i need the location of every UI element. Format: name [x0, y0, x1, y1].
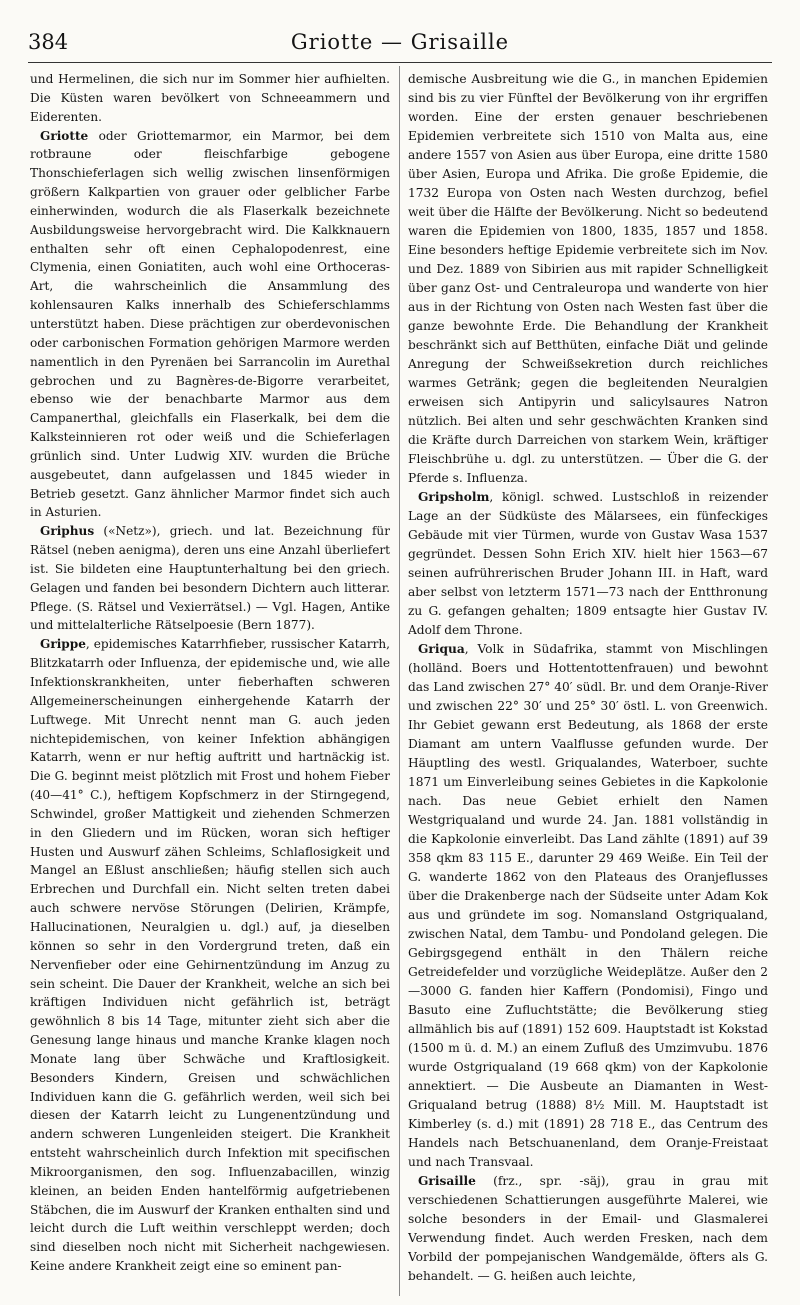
- header-rule: [28, 62, 772, 63]
- headword: Griqua: [418, 642, 465, 656]
- entry-grippe: [30, 635, 390, 1276]
- entry-griotte: [30, 127, 390, 523]
- headword: Griotte: [40, 128, 89, 143]
- entry-text: , königl. schwed. Lustschloß in reizender Lage an der Südküste des Mälarsees, ein fünfeckiges Gebäude mit vier Türmen, wurde von Gustav Wasa 1537 gegründet. Dessen Sohn Erich XIV. hielt hier 1563—67 seinen aufrührerischen Bruder Johann III. in Haft, ward aber selbst von letzterm 1571—73 nach der Entthronung zu G. gefangen gehalten; 1809 entsagte hier Gustav IV. Adolf dem Throne.: [408, 490, 768, 637]
- entry-text: oder Griottemarmor, ein Marmor, bei dem rotbraune oder fleischfarbige gebogene Thonschieferlagen sich wellig zwischen linsenförmigen größern Kalkpartien von grauer oder gelblicher Farbe einherwinden, wodurch die als Flaserkalk bezeichnete Ausbildungsweise hervorgebracht wird. Die Kalkknauern enthalten sehr oft einen Cephalopodenrest, eine Clymenia, einen Goniatiten, auch wohl eine Orthoceras-Art, die wahrscheinlich die Ansammlung des kohlensauren Kalks innerhalb des Schieferschlamms unterstützt haben. Diese prächtigen zur oberdevonischen oder carbonischen Formation gehörigen Marmore werden namentlich in den Pyrenäen bei Sarrancolin im Aurethal gebrochen und zu Bagnères-de-Bigorre verarbeitet, ebenso wie der benachbarte Marmor aus dem Campanerthal, gleichfalls ein Flaserkalk, bei dem die Kalksteinnieren rot oder weiß und die Schieferlagen grünlich sind. Unter Ludwig XIV. wurden die Brüche ausgebeutet, dann aufgelassen und 1845 wieder in Betrieb gesetzt. Ganz ähnlicher Marmor findet sich auch in Asturien.: [30, 128, 390, 520]
- entry-gripsholm: [408, 488, 768, 640]
- headword: Grisaille: [418, 1174, 476, 1188]
- headword: Grippe: [40, 637, 86, 652]
- headword: Griphus: [40, 524, 95, 539]
- entry-text: , epidemisches Katarrhfieber, russischer Katarrh, Blitzkatarrh oder Influenza, der epidemische und, wie alle Infektionskrankheiten, unter fieberhaften schweren Allgemeinerscheinungen einhergehende Katarrh der Luftwege. Mit Unrecht nennt man G. auch jeden nichtepidemischen, von keiner Infektion abhängigen Katarrh, wenn er nur heftig auftritt und hartnäckig ist. Die G. beginnt meist plötzlich mit Frost und hohem Fieber (40—41° C.), heftigem Kopfschmerz in der Stirngegend, Schwindel, großer Mattigkeit und ziehenden Schmerzen in den Gliedern und im Rücken, woran sich heftiger Husten und Auswurf zähen Schleims, Schlaflosigkeit und Mangel an Eßlust anschließen; häufig stellen sich auch Erbrechen und Durchfall ein. Nicht selten treten dabei auch schwere nervöse Störungen (Delirien, Krämpfe, Hallucinationen, Neuralgien u. dgl.) auf, ja dieselben können so sehr in den Vordergrund treten, daß ein Nervenfieber oder eine Gehirnentzündung im Anzug zu sein scheint. Die Dauer der Krankheit, welche an sich bei kräftigen Individuen nicht gefährlich ist, beträgt gewöhnlich 8 bis 14 Tage, mitunter zieht sich aber die Genesung lange hinaus und manche Kranke klagen noch Monate lang über Schwäche und Kraftlosigkeit. Besonders Kindern, Greisen und schwächlichen Individuen kann die G. gefährlich werden, weil sich bei diesen der Katarrh leicht zu Lungenentzündung und andern schweren Lungenleiden steigert. Die Krankheit entsteht wahrscheinlich durch Infektion mit specifischen Mikroorganismen, den sog. Influenzabacillen, winzig kleinen, an beiden Enden hantelförmig aufgetriebenen Stäbchen, die im Auswurf der Kranken enthalten sind und leicht durch die Luft weithin verschleppt werden; doch sind dieselben noch nicht mit Sicherheit nachgewiesen. Keine andere Krankheit zeigt eine so eminent pan-: [30, 637, 390, 1274]
- entry-text: (frz., spr. -säj), grau in grau mit verschiedenen Schattierungen ausgeführte Malerei, wie solche besonders in der Email- und Glasmalerei Verwendung findet. Auch werden Fresken, nach dem Vorbild der pompejanischen Wandgemälde, öfters als G. behandelt. — G. heißen auch leichte,: [408, 1174, 768, 1283]
- headword: Gripsholm: [418, 490, 490, 504]
- entry-grisaille: [408, 1172, 768, 1286]
- entry-griphus: [30, 522, 390, 635]
- right-column: [408, 70, 768, 1295]
- entry-text: , Volk in Südafrika, stammt von Mischlingen (holländ. Boers und Hottentottenfrauen) und bewohnt das Land zwischen 27° 40′ südl. Br. und dem Oranje-River und zwischen 22° 30′ und 25° 30′ östl. L. von Greenwich. Ihr Gebiet gewann erst Bedeutung, als 1868 der erste Diamant am untern Vaalflusse gefunden wurde. Der Häuptling des westl. Griqualandes, Waterboer, suchte 1871 um Einverleibung seines Gebietes in die Kapkolonie nach. Das neue Gebiet erhielt den Namen Westgriqualand und wurde 24. Jan. 1881 vollständig in die Kapkolonie einverleibt. Das Land zählte (1891) auf 39 358 qkm 83 115 E., darunter 29 469 Weiße. Ein Teil der G. wanderte 1862 von den Plateaus des Oranjeflusses über die Drakenberge nach der Südseite unter Adam Kok aus und gründete im sog. Nomansland Ostgriqualand, zwischen Natal, dem Tambu- und Pondoland gelegen. Die Gebirgsgegend enthält in den Thälern reiche Getreidefelder und vorzügliche Weideplätze. Außer den 2—3000 G. fanden hier Kaffern (Pondomisi), Fingo und Basuto eine Zufluchtstätte; die Bevölkerung stieg allmählich bis auf (1891) 152 609. Hauptstadt ist Kokstad (1500 m ü. d. M.) an einem Zufluß des Umzimvubu. 1876 wurde Ostgriqualand (19 668 qkm) von der Kapkolonie annektiert. — Die Ausbeute an Diamanten in West-Griqualand betrug (1888) 8½ Mill. M. Hauptstadt ist Kimberley (s. d.) mit (1891) 28 718 E., das Centrum des Handels nach Betschuanenland, dem Oranje-Freistaat und nach Transvaal.: [408, 642, 768, 1169]
- left-column: [30, 70, 390, 1295]
- entry-text: («Netz»), griech. und lat. Bezeichnung für Rätsel (neben aenigma), deren uns eine Anzahl überliefert ist. Sie bildeten eine Hauptunterhaltung bei den griech. Gelagen und fanden bei besondern Dichtern auch litterar. Pflege. (S. Rätsel und Vexierrätsel.) — Vgl. Hagen, Antike und mittelalterliche Rätselpoesie (Bern 1877).: [30, 524, 390, 633]
- column-divider: [399, 66, 400, 1296]
- page-header: [28, 30, 772, 60]
- entry-griqua: [408, 640, 768, 1172]
- page-number: 384: [28, 30, 69, 54]
- running-head: Griotte — Grisaille: [290, 30, 510, 54]
- continued-paragraph: demische Ausbreitung wie die G., in manchen Epidemien sind bis zu vier Fünftel der Bevölkerung von ihr ergriffen worden. Eine der ersten genauer beschriebenen Epidemien verbreitete sich 1510 von Malta aus, eine andere 1557 von Asien aus über Europa, eine dritte 1580 über Asien, Europa und Afrika. Die große Epidemie, die 1732 Europa von Osten nach Westen durchzog, befiel weit über die Hälfte der Bevölkerung. Nicht so bedeutend waren die Epidemien von 1800, 1835, 1857 und 1858. Eine besonders heftige Epidemie verbreitete sich im Nov. und Dez. 1889 von Sibirien aus mit rapider Schnelligkeit über ganz Ost- und Centraleuropa und wanderte von hier aus in der Richtung von Osten nach Westen fast über die ganze bewohnte Erde. Die Behandlung der Krankheit beschränkt sich auf Betthüten, einfache Diät und gelinde Anregung der Schweißsekretion durch reichliches warmes Getränk; gegen die begleitenden Neuralgien erweisen sich Antipyrin und salicylsaures Natron nützlich. Bei alten und sehr geschwächten Kranken sind die Kräfte durch Darreichen von starkem Wein, kräftiger Fleischbrühe u. dgl. zu unterstützen. — Über die G. der Pferde s. Influenza.: [408, 72, 768, 485]
- continued-paragraph: und Hermelinen, die sich nur im Sommer hier aufhielten. Die Küsten waren bevölkert von Schneeammern und Eiderenten.: [30, 72, 390, 124]
